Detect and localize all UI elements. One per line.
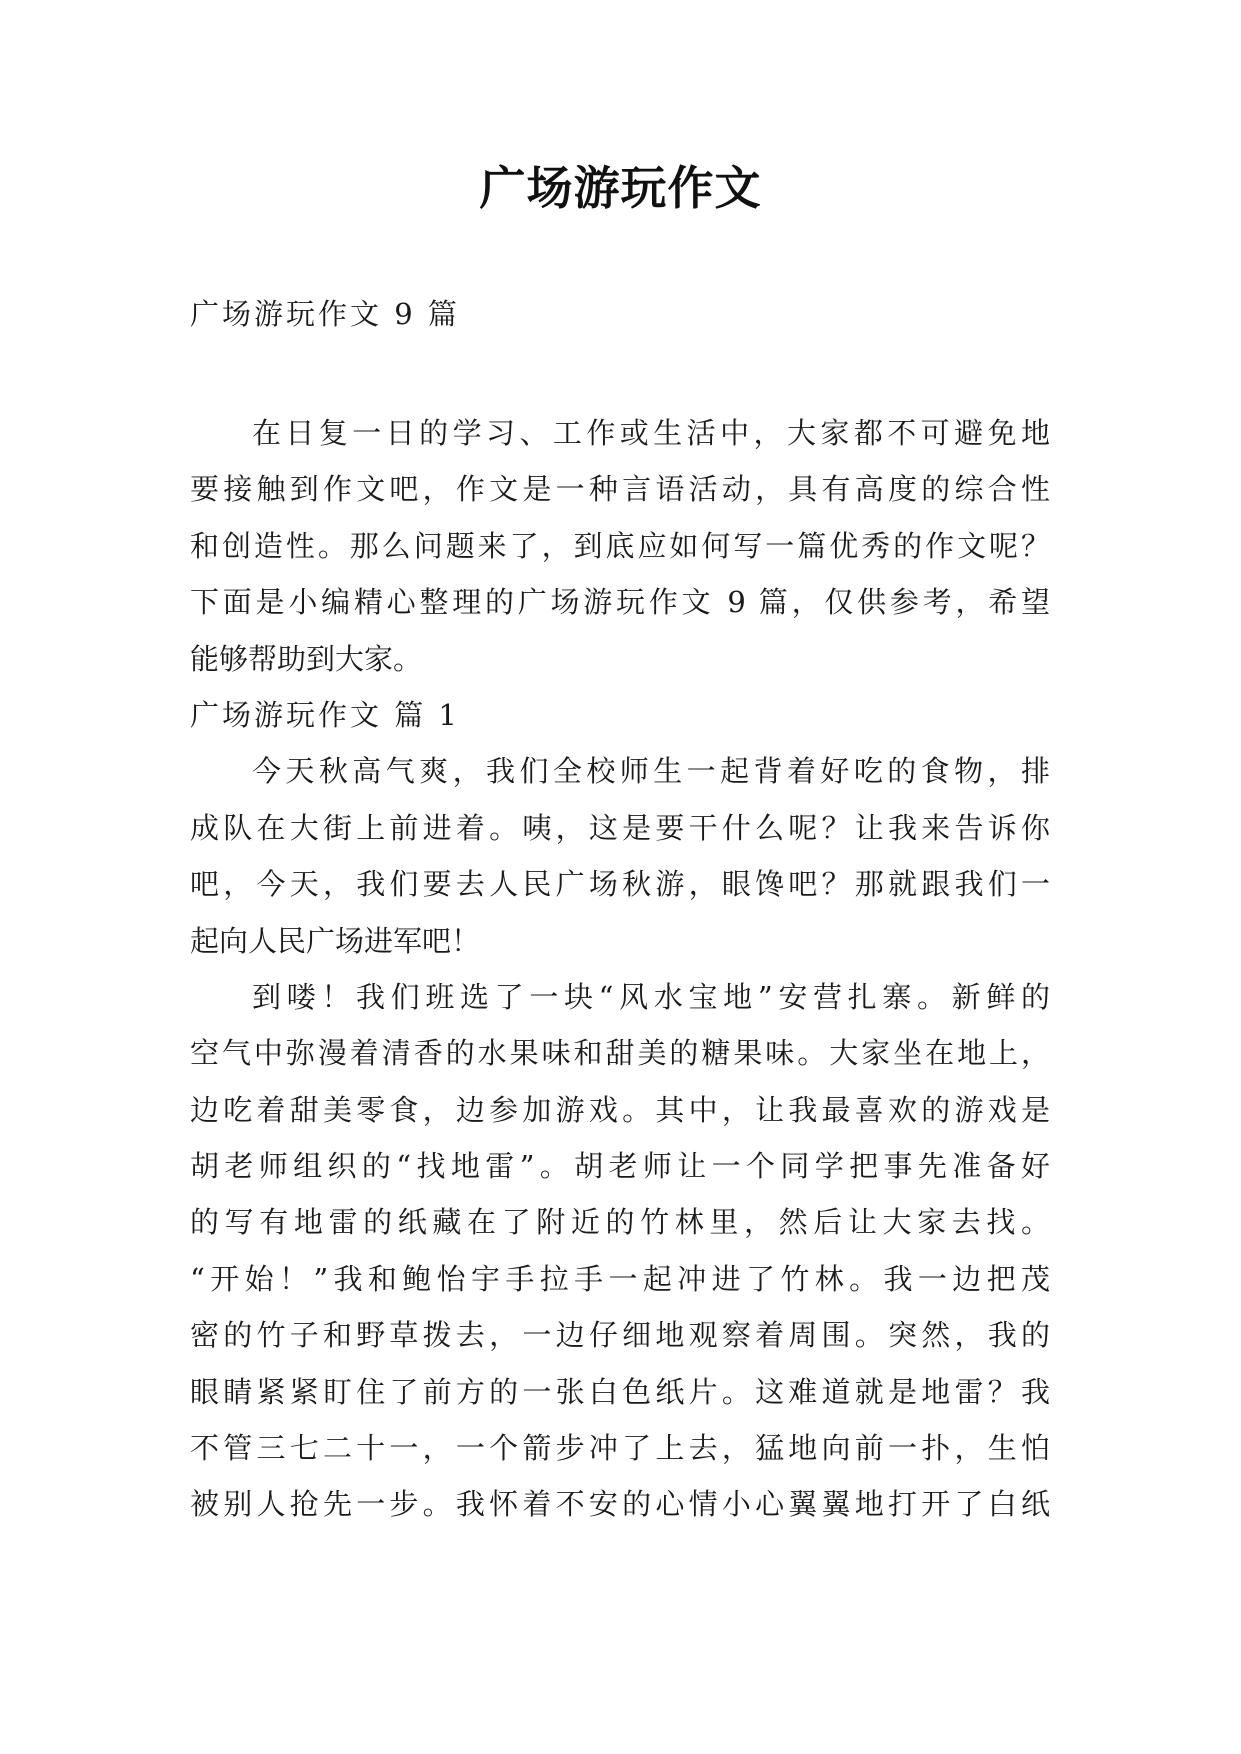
text-line: 边吃着甜美零食，边参加游戏。其中，让我最喜欢的游戏是 <box>190 1092 1050 1127</box>
text-line: “开始！”我和鲍怡宇手拉手一起冲进了竹林。我一边把茂 <box>190 1261 1050 1296</box>
text-line: 胡老师组织的“找地雷”。胡老师让一个同学把事先准备好 <box>190 1149 1050 1184</box>
text-line: 到喽！我们班选了一块“风水宝地”安营扎寨。新鲜的 <box>252 979 1050 1014</box>
text-line: 的写有地雷的纸藏在了附近的竹林里，然后让大家去找。 <box>190 1205 1050 1240</box>
text-line: 下面是小编精心整理的广场游玩作文 9 篇，仅供参考，希望 <box>190 585 1050 620</box>
text-line: 眼睛紧紧盯住了前方的一张白色纸片。这难道就是地雷？我 <box>190 1374 1050 1409</box>
text-line: 要接触到作文吧，作文是一种言语活动，具有高度的综合性 <box>190 472 1050 507</box>
section-heading: 广场游玩作文 篇 1 <box>190 697 460 732</box>
text-line: 成队在大街上前进着。咦，这是要干什么呢？让我来告诉你 <box>190 810 1050 845</box>
text-line: 和创造性。那么问题来了，到底应如何写一篇优秀的作文呢？ <box>190 528 1050 563</box>
text-line: 起向人民广场进军吧！ <box>190 923 481 958</box>
document-body <box>190 405 1050 1533</box>
text-line: 被别人抢先一步。我怀着不安的心情小心翼翼地打开了白纸 <box>190 1487 1050 1522</box>
text-line: 在日复一日的学习、工作或生活中，大家都不可避免地 <box>252 416 1050 450</box>
document-subtitle: 广场游玩作文 9 篇 <box>190 297 460 331</box>
text-line: 空气中弥漫着清香的水果味和甜美的糖果味。大家坐在地上， <box>190 1036 1050 1071</box>
text-line: 能够帮助到大家。 <box>190 641 423 676</box>
text-line: 不管三七二十一，一个箭步冲了上去，猛地向前一扑，生怕 <box>190 1431 1050 1466</box>
text-line: 密的竹子和野草拨去，一边仔细地观察着周围。突然，我的 <box>190 1318 1050 1353</box>
text-line: 今天秋高气爽，我们全校师生一起背着好吃的食物，排 <box>252 754 1050 789</box>
document-title: 广场游玩作文 <box>479 161 762 215</box>
text-line: 吧，今天，我们要去人民广场秋游，眼馋吧？那就跟我们一 <box>190 867 1050 902</box>
